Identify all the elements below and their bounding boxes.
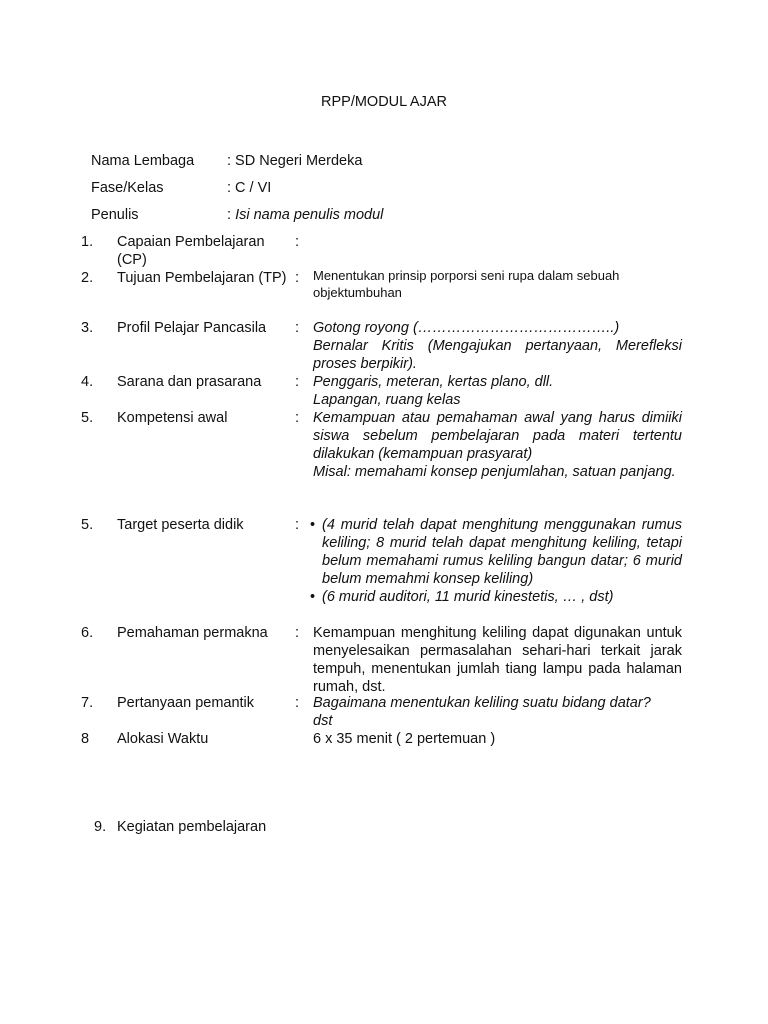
item-number: 8 (81, 731, 90, 747)
item-value-line: Penggaris, meteran, kertas plano, dll. (313, 374, 554, 390)
item-value-line: Kemampuan atau pemahaman awal yang harus dimiiki siswa sebelum pembelajaran pada materi tertentu dilakukan (kemampuan prasyarat) (313, 410, 682, 462)
item-label: Pertanyaan pemantik (117, 695, 255, 711)
item-label: Capaian Pembelajaran (CP) (117, 234, 265, 268)
item-label: Sarana dan prasarana (117, 374, 262, 390)
header-value-lembaga: : SD Negeri Merdeka (227, 153, 363, 169)
header-penulis-prefix: : (227, 207, 236, 223)
target-bullet-item: • (4 murid telah dapat menghitung menggunakan rumus keliling; 8 murid telah dapat menghitung keliling, tetapi belum memahami rumus keliling bangun datar; 6 murid belum memahmi konsep keliling) (310, 516, 682, 588)
item-colon: : (295, 374, 300, 390)
header-label-fase: Fase/Kelas (91, 180, 164, 196)
header-value-penulis (227, 206, 383, 224)
item-colon: : (295, 320, 300, 336)
item-colon: : (295, 695, 300, 711)
item-label: Profil Pelajar Pancasila (117, 320, 267, 336)
header-label-penulis: Penulis (91, 207, 139, 223)
item-number: 2. (81, 270, 94, 286)
item-number: 6. (81, 625, 94, 641)
item-value-line: Gotong royong (…………………………………..) (313, 320, 620, 336)
document-title: RPP/MODUL AJAR (321, 94, 447, 110)
item-number: 3. (81, 320, 94, 336)
item-label: Alokasi Waktu (117, 731, 209, 747)
header-penulis-value: Isi nama penulis modul (235, 207, 384, 223)
item-number: 5. (81, 410, 94, 426)
item-label: Kompetensi awal (117, 410, 228, 426)
item-value-line: Bernalar Kritis (Mengajukan pertanyaan, Merefleksi proses berpikir). (313, 338, 682, 372)
item-colon: : (295, 234, 300, 250)
item-value-line: dst (313, 713, 333, 729)
item-number: 5. (81, 517, 94, 533)
item-label: Tujuan Pembelajaran (TP) (117, 270, 287, 286)
item-value: Kemampuan menghitung keliling dapat digunakan untuk menyelesaikan permasalahan sehari-hari terkait jarak tempuh, menentukan jumlah tiang lampu pada halaman rumah, dst. (313, 625, 682, 695)
header-label-lembaga: Nama Lembaga (91, 153, 195, 169)
item-value-line: Misal: memahami konsep penjumlahan, satuan panjang. (313, 464, 676, 480)
section-label: Kegiatan pembelajaran (117, 819, 267, 835)
target-bullet-list (310, 516, 682, 606)
item-value-line: Bagaimana menentukan keliling suatu bidang datar? (313, 695, 651, 711)
item-number: 1. (81, 234, 94, 250)
item-colon: : (295, 517, 300, 533)
item-value: 6 x 35 menit ( 2 pertemuan ) (313, 731, 496, 747)
target-bullet-item: • (6 murid auditori, 11 murid kinestetis, … , dst) (310, 588, 682, 606)
item-label: Target peserta didik (117, 517, 244, 533)
header-value-fase: : C / VI (227, 180, 272, 196)
item-colon: : (295, 625, 300, 641)
section-number: 9. (94, 819, 107, 835)
item-colon: : (295, 270, 300, 286)
item-number: 7. (81, 695, 94, 711)
item-number: 4. (81, 374, 94, 390)
item-label: Pemahaman permakna (117, 625, 268, 641)
item-colon: : (295, 410, 300, 426)
item-value: Menentukan prinsip porporsi seni rupa dalam sebuah objektumbuhan (313, 268, 620, 300)
item-value-line: Lapangan, ruang kelas (313, 392, 461, 408)
